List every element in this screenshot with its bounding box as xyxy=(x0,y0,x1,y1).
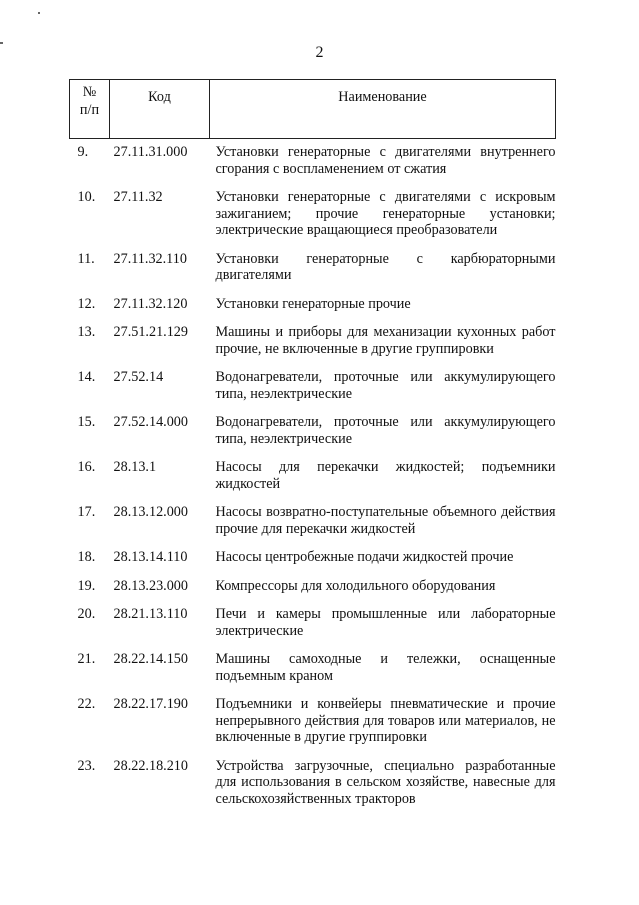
row-number: 11. xyxy=(77,250,95,267)
row-name: Водонагреватели, проточные или аккумулирующего типа, неэлектрические xyxy=(215,414,556,447)
row-number: 23. xyxy=(77,757,96,774)
table-row xyxy=(70,549,556,578)
row-number: 15. xyxy=(77,414,96,430)
table-row xyxy=(70,296,556,325)
table-row xyxy=(70,651,556,696)
row-code: 27.51.21.129 xyxy=(113,324,188,340)
table-row xyxy=(70,504,556,549)
row-name: Машины и приборы для механизации кухонных работ прочие, не включенные в другие группировки xyxy=(215,324,556,357)
row-code: 28.13.12.000 xyxy=(113,504,188,520)
table-row xyxy=(70,758,556,820)
row-code: 28.21.13.110 xyxy=(113,606,188,622)
row-name: Подъемники и конвейеры пневматические и прочие непрерывного действия для товаров или материалов, не включенные в другие группировки xyxy=(215,696,556,745)
row-code: 28.13.14.110 xyxy=(113,549,188,565)
row-name: Компрессоры для холодильного оборудования xyxy=(215,577,496,594)
table-row xyxy=(70,578,556,607)
table-row xyxy=(70,324,556,369)
row-number: 20. xyxy=(77,606,96,622)
row-name: Установки генераторные прочие xyxy=(215,295,411,312)
table-row xyxy=(70,696,556,758)
row-code: 28.22.18.210 xyxy=(113,757,188,774)
row-name: Насосы возвратно-поступательные объемного действия прочие для перекачки жидкостей xyxy=(215,504,556,537)
row-number: 10. xyxy=(77,189,96,205)
row-code: 27.52.14.000 xyxy=(113,414,188,430)
row-name: Водонагреватели, проточные или аккумулирующего типа, неэлектрические xyxy=(215,369,556,402)
row-code: 28.22.14.150 xyxy=(113,651,188,667)
row-code: 27.11.32.110 xyxy=(113,250,187,267)
row-name: Установки генераторные с карбюраторными двигателями xyxy=(215,250,556,283)
page-number: 2 xyxy=(315,44,324,61)
row-number: 18. xyxy=(77,549,96,565)
row-name: Печи и камеры промышленные или лабораторные электрические xyxy=(215,606,556,639)
row-name: Установки генераторные с двигателями внутреннего сгорания с воспламенением от сжатия xyxy=(215,144,556,177)
table-row xyxy=(70,189,556,251)
table-row xyxy=(70,606,556,651)
table-header xyxy=(70,80,556,139)
header-number xyxy=(70,80,110,139)
row-number: 16. xyxy=(77,459,96,475)
table-body xyxy=(70,139,556,820)
table-row xyxy=(70,459,556,504)
row-name: Машины самоходные и тележки, оснащенные подъемным краном xyxy=(215,651,556,684)
row-code: 27.52.14 xyxy=(113,369,164,385)
table-row xyxy=(70,414,556,459)
row-number: 12. xyxy=(77,295,96,312)
header-number-abbrev: п/п xyxy=(79,102,100,118)
row-number: 13. xyxy=(77,324,96,340)
row-name: Установки генераторные с двигателями с искровым зажиганием; прочие генераторные установки; электрические вращающиеся преобразователи xyxy=(215,189,556,238)
header-name: Наименование xyxy=(210,80,556,139)
row-number: 14. xyxy=(77,369,96,385)
header-number-symbol: № xyxy=(82,84,97,100)
row-name: Насосы центробежные подачи жидкостей прочие xyxy=(215,549,514,565)
row-number: 22. xyxy=(77,696,96,712)
row-code: 27.11.31.000 xyxy=(113,144,188,160)
row-code: 27.11.32 xyxy=(113,189,163,205)
row-number: 9. xyxy=(77,144,89,160)
row-code: 28.13.1 xyxy=(113,459,157,475)
row-name: Устройства загрузочные, специально разработанные для использования в сельском хозяйстве, навесные для сельскохозяйственных тракторов xyxy=(215,757,556,807)
items-table xyxy=(69,79,556,819)
table-row xyxy=(70,369,556,414)
table-row xyxy=(70,139,556,190)
row-number: 17. xyxy=(77,504,96,520)
row-code: 28.22.17.190 xyxy=(113,696,188,712)
row-number: 21. xyxy=(77,651,96,667)
table-row xyxy=(70,251,556,296)
row-code: 28.13.23.000 xyxy=(113,577,188,594)
row-code: 27.11.32.120 xyxy=(113,295,188,312)
header-code: Код xyxy=(110,80,210,139)
row-number: 19. xyxy=(77,577,96,594)
row-name: Насосы для перекачки жидкостей; подъемники жидкостей xyxy=(215,459,556,492)
scan-speck xyxy=(38,12,40,14)
